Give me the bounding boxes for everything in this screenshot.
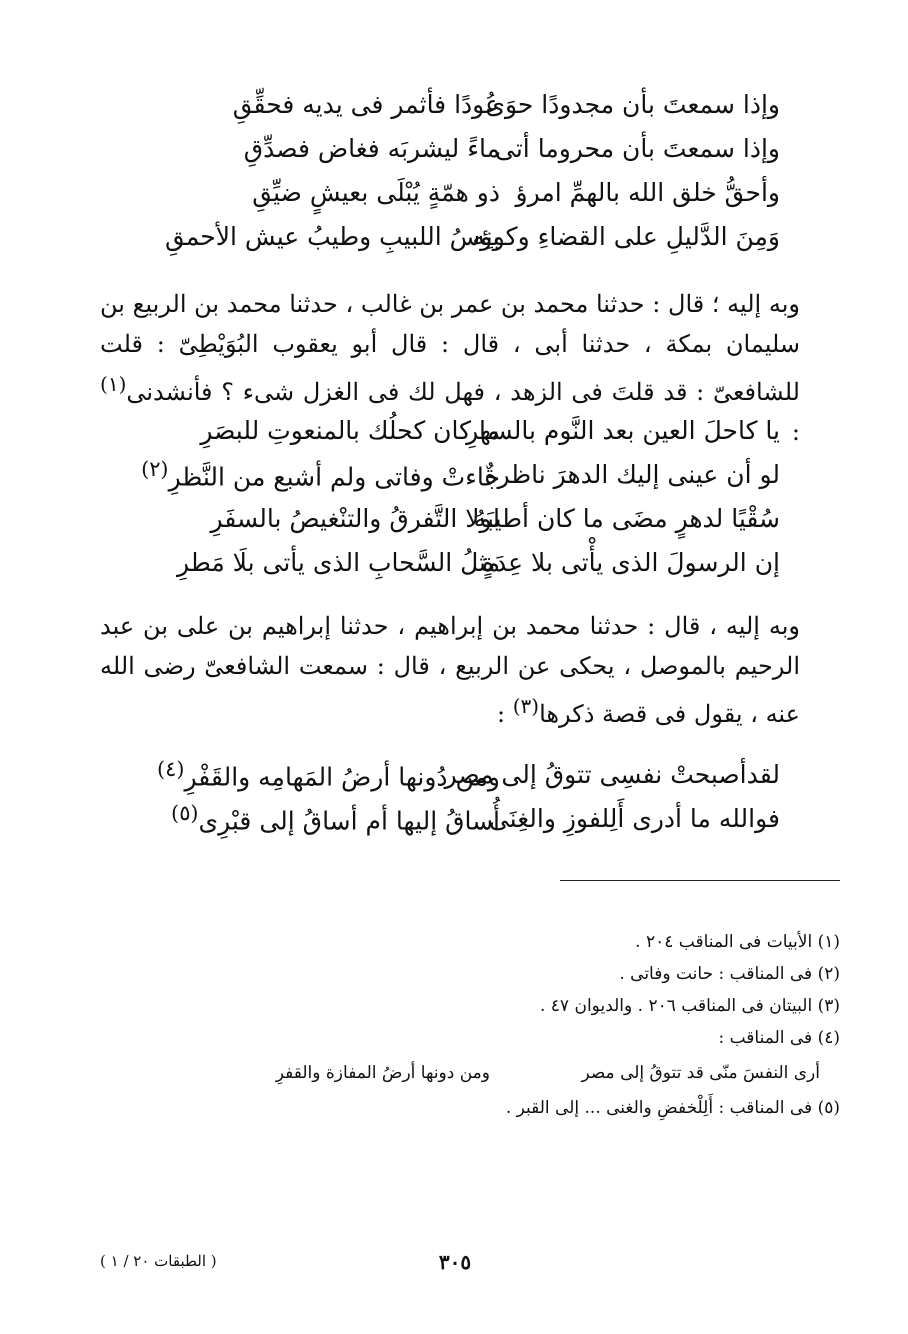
verse-line	[141, 452, 780, 496]
verse-first-hemistich: لقدأصبحتْ نفسِى تتوقُ إلى مصر	[444, 759, 780, 789]
paragraph-colon: :	[791, 418, 800, 446]
footnote-ref-4: (٤)	[157, 756, 185, 781]
paragraph-2	[100, 606, 800, 734]
footnote-ref-3: (٣)	[512, 694, 540, 718]
verse-first-hemistich: لو أن عينى إليك الدهرَ ناظرةٌ	[484, 459, 780, 489]
verse-second-hemistich	[157, 756, 500, 792]
footnote-separator	[560, 880, 840, 881]
paragraph-text: وبه إليه ؛ قال : حدثنا محمد بن عمر بن غالب ، حدثنا محمد بن الربيع بن سليمان بمكة ، حدثنا أبى ، قال : قال أبو يعقوب البُوَيْطِىّ : قلت للشافعىّ : قد قلتَ فى الزهد ، فهل لك فى الغزل شىء ؟ فأنشدنى	[100, 290, 800, 406]
verse-second-hemistich: ذو همّةٍ يُبْلَى بعيشٍ ضيِّقِ	[252, 177, 500, 207]
verse-first-hemistich: فوالله ما أدرى أَلِلفوزِ والغِنَى	[488, 803, 780, 833]
footnote-verse-first-hemistich: أرى النفسَ منّى قد تتوقُ إلى مصر	[581, 1063, 820, 1083]
poem-3	[157, 752, 780, 840]
paragraph-colon: :	[496, 700, 513, 728]
verse-line	[170, 126, 780, 170]
footnote-ref-2: (٢)	[141, 456, 169, 481]
hemistich-text: ومن دُونها أرضُ المَهامِه والقَفْرِ	[184, 762, 500, 792]
page-number: ٣٠٥	[438, 1250, 472, 1274]
verse-second-hemistich	[170, 801, 500, 835]
footnote-ref-1: (١)	[100, 372, 127, 396]
footnote-ref-5: (٥)	[171, 800, 199, 825]
verse-line	[157, 752, 780, 796]
verse-first-hemistich: وإذا سمعتَ بأن محروما أتى	[495, 133, 780, 163]
footnote-5: (٥) فى المناقب : أَلِلْخفضِ والغنى ... إلى القبر .	[505, 1098, 840, 1118]
verse-second-hemistich: لولا التَّفرقُ والتنْغيصُ بالسفَرِ	[210, 503, 500, 533]
verse-line	[170, 496, 780, 540]
verse-first-hemistich: سُقْيًا لدهرٍ مضَى ما كان أطيبَهُ	[473, 503, 780, 533]
footnote-4-verse	[110, 1054, 840, 1092]
verse-line	[170, 796, 780, 840]
verse-first-hemistich: وإذا سمعتَ بأن مجدودًا حوَى	[485, 89, 780, 119]
footnote-3: (٣) البيتان فى المناقب ٢٠٦ . والديوان ٤٧ .	[539, 996, 840, 1016]
footnote-2: (٢) فى المناقب : حانت وفاتى .	[619, 964, 840, 984]
verse-second-hemistich: ما كان كحلُك بالمنعوتِ للبصَرِ	[200, 415, 500, 445]
verse-second-hemistich: مثلُ السَّحابِ الذى يأتى بلَا مَطرِ	[177, 547, 500, 577]
verse-second-hemistich: بؤسُ اللبيبِ وطيبُ عيش الأحمقِ	[164, 221, 500, 251]
paragraph-text: وبه إليه ، قال : حدثنا محمد بن إبراهيم ، حدثنا إبراهيم بن على بن عبد الرحيم بالموصل ، يحكى عن الربيع ، قال : سمعت الشافعىّ رضى الله عنه ، يقول فى قصة ذكرها	[100, 612, 800, 728]
poem-1	[164, 82, 780, 258]
verse-line	[170, 408, 780, 452]
verse-first-hemistich: وَمِنَ الدَّليلِ على القضاءِ وكونِه	[472, 221, 780, 251]
footnote-4: (٤) فى المناقب :	[718, 1028, 840, 1048]
verse-line	[170, 540, 780, 584]
verse-first-hemistich: يا كاحلَ العين بعد النَّوم بالسهرِ	[466, 415, 780, 445]
printer-signature: ( الطبقات ٢٠ / ١ )	[100, 1252, 217, 1270]
verse-line	[170, 82, 780, 126]
verse-line	[170, 170, 780, 214]
footnotes	[110, 926, 840, 1124]
verse-first-hemistich: وأحقُّ خلق الله بالهمِّ امرؤ	[515, 177, 780, 207]
verse-second-hemistich: عُودًا فأثمر فى يديه فحقِّقِ	[232, 89, 500, 119]
poem-2	[141, 408, 780, 584]
hemistich-text: جاءتْ وفاتى ولم أشبع من النَّظرِ	[168, 462, 500, 492]
hemistich-text: أُساقُ إليها أم أساقُ إلى قبْرِى	[198, 806, 500, 836]
verse-line	[164, 214, 780, 258]
verse-second-hemistich: ماءً ليشربَه فغاض فصدِّقِ	[243, 133, 500, 163]
verse-second-hemistich	[141, 456, 500, 492]
verse-first-hemistich: إن الرسولَ الذى يأْتى بلا عِدَةٍ	[481, 547, 780, 577]
footnote-verse-second-hemistich: ومن دونها أرضُ المفازة والقفرِ	[275, 1063, 490, 1083]
footnote-1: (١) الأبيات فى المناقب ٢٠٤ .	[635, 932, 840, 952]
